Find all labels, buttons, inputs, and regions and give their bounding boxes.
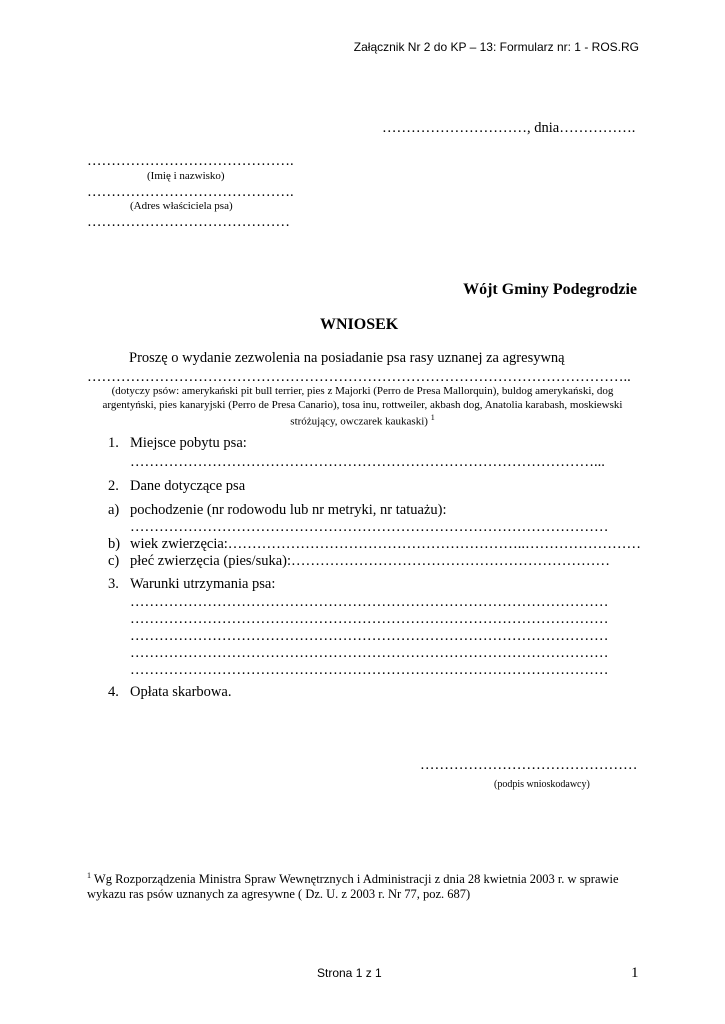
item-3-line: ……………………………………………………………………………………… bbox=[130, 628, 609, 644]
item-2a-label: pochodzenie (nr rodowodu lub nr metryki, nr tatuażu): bbox=[130, 502, 447, 518]
item-3-line: ……………………………………………………………………………………… bbox=[130, 594, 609, 610]
footnote-ref: 1 bbox=[430, 413, 435, 422]
item-4: 4. Opłata skarbowa. bbox=[108, 684, 232, 700]
page-number: 1 bbox=[631, 965, 639, 981]
recipient: Wójt Gminy Podegrodzie bbox=[463, 281, 637, 298]
item-2-label: Dane dotyczące psa bbox=[130, 478, 246, 494]
item-3-line: ……………………………………………………………………………………… bbox=[130, 662, 609, 678]
footnote-line2: wykazu ras psów uznanych za agresywne ( Dz. U. z 2003 r. Nr 77, poz. 687) bbox=[87, 887, 471, 901]
item-3-label: Warunki utrzymania psa: bbox=[130, 576, 276, 592]
date-line: …………………………, dnia……………. bbox=[382, 120, 636, 136]
name-label: (Imię i nazwisko) bbox=[147, 170, 225, 182]
item-4-label: Opłata skarbowa. bbox=[130, 684, 232, 700]
item-1: 1. Miejsce pobytu psa: bbox=[108, 435, 247, 451]
request-line: ………………………………………………………………………………………………….. bbox=[87, 369, 631, 385]
item-2c-label: płeć zwierzęcia (pies/suka):………………………………………………………… bbox=[130, 553, 611, 569]
extra-line: …………………………………… bbox=[87, 214, 290, 230]
signature-line: ……………………………………… bbox=[420, 757, 638, 773]
address-label: (Adres właściciela psa) bbox=[130, 200, 233, 212]
item-2b-label: wiek zwierzęcia:……………………………………………………..…………………… bbox=[130, 536, 642, 552]
item-2c: c) płeć zwierzęcia (pies/suka):………………………………………………………… bbox=[108, 553, 611, 569]
item-1-label: Miejsce pobytu psa: bbox=[130, 435, 247, 451]
breeds-note-line3: stróżujący, owczarek kaukaski) $^1$ bbox=[290, 413, 435, 428]
item-2a: a) pochodzenie (nr rodowodu lub nr metryki, nr tatuażu): bbox=[108, 502, 447, 518]
item-3-line: ……………………………………………………………………………………… bbox=[130, 645, 609, 661]
address-line: ……………………………………. bbox=[87, 184, 294, 200]
breeds-note-line1: (dotyczy psów: amerykański pit bull terrier, pies z Majorki (Perro de Presa Mallorquin), buldog amerykański, dog bbox=[111, 385, 614, 397]
request-text: Proszę o wydanie zezwolenia na posiadanie psa rasy uznanej za agresywną bbox=[129, 350, 565, 366]
name-line: ……………………………………. bbox=[87, 153, 294, 169]
document-title: WNIOSEK bbox=[320, 316, 399, 333]
signature-label: (podpis wnioskodawcy) bbox=[494, 779, 590, 790]
item-2a-line: ……………………………………………………………………………………… bbox=[130, 519, 609, 535]
item-2: 2. Dane dotyczące psa bbox=[108, 478, 246, 494]
item-1-line: ……………………………………………………………………………………... bbox=[130, 454, 605, 470]
item-3-line: ……………………………………………………………………………………… bbox=[130, 611, 609, 627]
footnote-marker: 1 bbox=[87, 871, 91, 880]
item-2b: b) wiek zwierzęcia:……………………………………………………..…………………… bbox=[108, 536, 642, 552]
page-label: Strona 1 z 1 bbox=[317, 966, 382, 980]
header-reference: Załącznik Nr 2 do KP – 13: Formularz nr: 1 - ROS.RG bbox=[353, 40, 639, 54]
item-3: 3. Warunki utrzymania psa: bbox=[108, 576, 276, 592]
footnote-line1: $^1$ Wg Rozporządzenia Ministra Spraw Wewnętrznych i Administracji z dnia 28 kwietnia 2003 r. w sprawie bbox=[87, 871, 619, 887]
breeds-note-line2: argentyński, pies kanaryjski (Perro de Presa Canario), tosa inu, rottweiler, akbash dog, Anatolia karabash, moskiewski bbox=[102, 399, 623, 411]
